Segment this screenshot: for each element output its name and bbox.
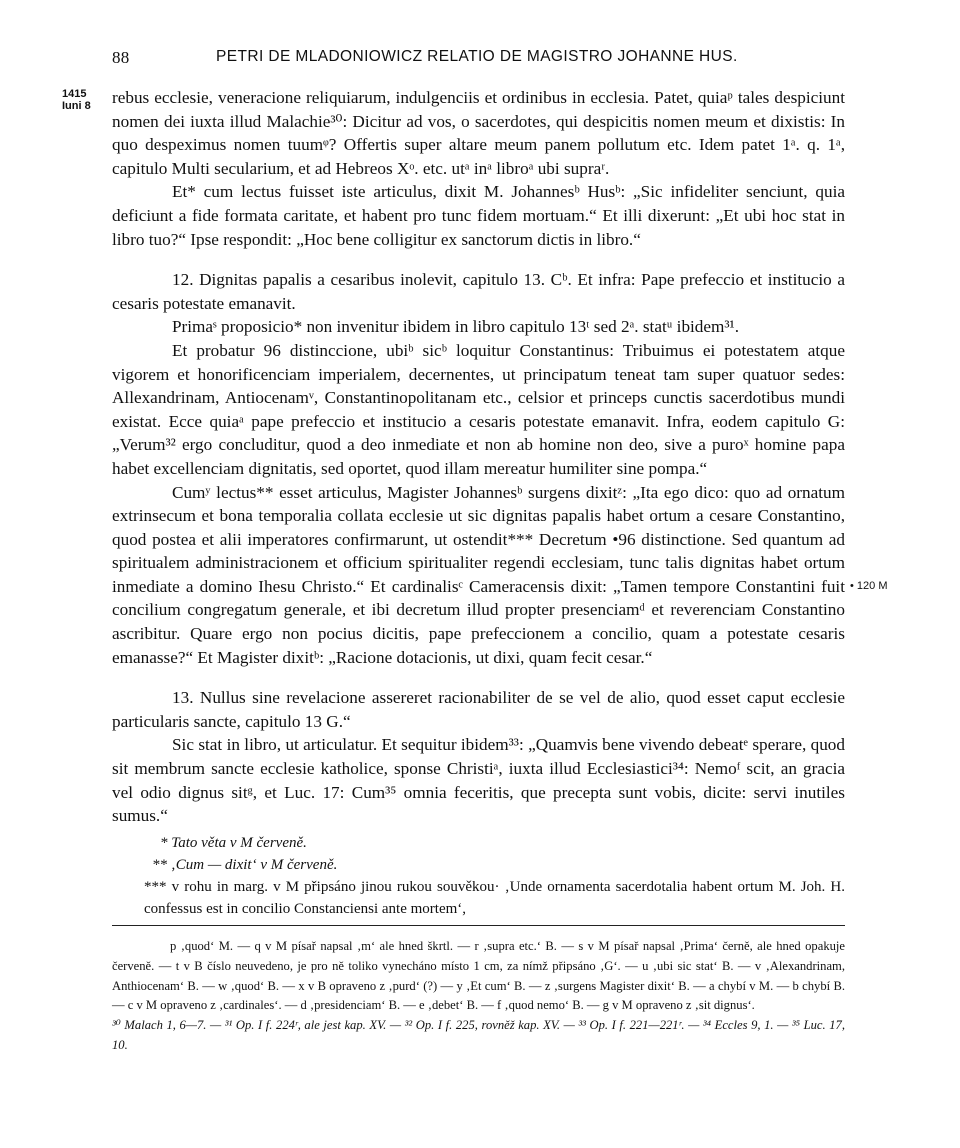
variant-readings: p ‚quod‘ M. — q v M písař napsal ‚m‘ ale hned škrtl. — r ‚supra etc.‘ B. — s v M písař napsal ‚Prima‘ černě, ale hned opakuje červeně. — t v B číslo neuvedeno, je pro ně toliko vynecháno místo 1 cm, za nímž připsáno ‚G‘. — u ‚ubi sic stat‘ B. — v ‚Alexandrinam, Anthiocenam‘ B. — w ‚quod‘ B. — x v B opraveno z ‚purd‘ (?) — y ‚Et cum‘ B. — z ‚surgens Magister dixit‘ B. — a chybí v M. — b chybí B. — c v M opraveno z ‚cardinales‘. — d ‚presidenciam‘ B. — e ‚debet‘ B. — f ‚quod nemo‘ B. — g v M opraveno z ‚sit dignus‘. — [112, 939, 845, 1013]
star-note-2: ** ‚Cum — dixit‘ v M červeně. — [152, 857, 338, 873]
paragraph-8: Sic stat in libro, ut articulatur. Et sequitur ibidem³³: „Quamvis bene vivendo debeatᵉ sperare, quod sit membrum sancte ecclesie katholice, sponse Christiᵃ, iuxta illud Ecclesiastici³⁴: Nemoᶠ scit, an gracia vel odio dignus sitᵍ, et Luc. 17: Cum³⁵ omnia feceritis, que precepta sunt vobis, dicite: servi inutiles sumus.“ — [112, 735, 845, 826]
marginal-date — [62, 88, 91, 112]
paragraph-4: Primaˢ proposicio* non invenitur ibidem in libro capitulo 13ᵗ sed 2ᵃ. statᵘ ibidem³¹. — [172, 317, 740, 337]
asterisk-notes — [112, 832, 845, 920]
running-header — [112, 48, 844, 70]
footnote-rule — [112, 925, 845, 926]
star-note-3: *** v rohu in marg. v M připsáno jinou rukou souvěkou· ‚Unde ornamenta sacerdotalia habent ortum M. Joh. H. confessus est in concilio Constanciensi ante mortem‘, — [144, 879, 845, 917]
marginal-year: 1415 — [62, 88, 87, 100]
article-13: 13. Nullus sine revelacione assereret racionabiliter de se vel de alio, quod esset caput ecclesie particularis sancte, capitulo 13 G.“ — [112, 688, 845, 731]
running-title: PETRI DE MLADONIOWICZ RELATIO DE MAGISTRO JOHANNE HUS. — [216, 48, 738, 65]
manuscript-folio-note: • 120 M — [850, 580, 888, 592]
critical-apparatus — [112, 937, 845, 1056]
paragraph-1: rebus ecclesie, veneracione reliquiarum, indulgenciis et ordinibus in ecclesia. Patet, quiaᵖ tales despiciunt nomen dei iuxta illud Malachie³⁰: Dicitur ad vos, o sacerdotes, qui despicitis nomen meum et dixistis: In quo despeximus nomen tuumᵠ? Offertis super altare meum panem pollutum etc. Idem patet 1ᵃ. q. 1ᵃ, capitulo Multi secularium, et ad Hebreos Xᵒ. etc. utᵃ inᵃ libroᵃ ubi supraʳ. — [112, 88, 845, 178]
paragraph-5: Et probatur 96 distinccione, ubiᵇ sicᵇ loquitur Constantinus: Tribuimus ei potestatem atque vigorem et honorificenciam imperialem, decernentes, ut principatum teneat tam super quatuor sedes: Allexandrinam, Antiocenamᵛ, Constantinopolitanam etc., celsior et princeps cunctis sacerdotibus mundi existat. Ecce quiaᵃ pape prefeccio et institucio a cesaris potestate emanavit. Infra, eodem capitulo G: „Verum³² ergo concluditur, quod a deo inmediate et non ab homine non deo, sive a puroˣ homine papa habet excellenciam dignitatis, sed oportet, quod illam mereatur humiliter sine pompa.“ — [112, 340, 845, 478]
article-12: 12. Dignitas papalis a cesaribus inolevit, capitulo 13. Cᵇ. Et infra: Pape prefeccio et institucio a cesaris potestate emanavit. — [112, 270, 845, 313]
main-text — [112, 86, 845, 828]
paragraph-2: Et* cum lectus fuisset iste articulus, dixit M. Johannesᵇ Husᵇ: „Sic infideliter senciunt, quia deficiunt a fide formata caritate, et habent pro tunc fidem mortuam.“ Et illi dixerunt: „Et ubi hoc stat in libro tuo?“ Ipse respondit: „Hoc bene colligitur ex sanctorum dictis in libro.“ — [112, 182, 845, 249]
source-references: ³⁰ Malach 1, 6—7. — ³¹ Op. I f. 224ʳ, ale jest kap. XV. — ³² Op. I f. 225, rovněž kap. XV. — ³³ Op. I f. 221—221ʳ. — ³⁴ Eccles 9, 1. — ³⁵ Luc. 17, 10. — [112, 1018, 845, 1052]
star-note-1: * Tato věta v M červeně. — [160, 835, 307, 851]
page-number: 88 — [112, 48, 130, 67]
marginal-day: Iuni 8 — [62, 100, 91, 112]
paragraph-6: Cumʸ lectus** esset articulus, Magister Johannesᵇ surgens dixitᶻ: „Ita ego dico: quo ad ornatum extrinsecum et bona temporalia collata ecclesie ut sic dignitas papalis habet ortum a cesare Constantino, quod postea et alii imperatores confirmarunt, ut ostendit*** Decretum •96 distinctione. Sed quantum ad spiritualem administracionem et officium spiritualiter regendi ecclesiam, tunc talis dignitas habet ortum inmediate a domino Ihesu Christo.“ Et cardinalisᶜ Cameracensis dixit: „Tamen tempore Constantini fuit concilium congregatum generale, et ibi decretum illud propter presenciamᵈ et reverenciam Constantino ascribitur. Quare ergo non pocius dicitis, pape prefeccionem a concilio, quam a potestate cesaris emanasse?“ Et Magister dixitᵇ: „Racione dotacionis, ut dixi, quam fecit cesar.“ — [112, 482, 845, 667]
